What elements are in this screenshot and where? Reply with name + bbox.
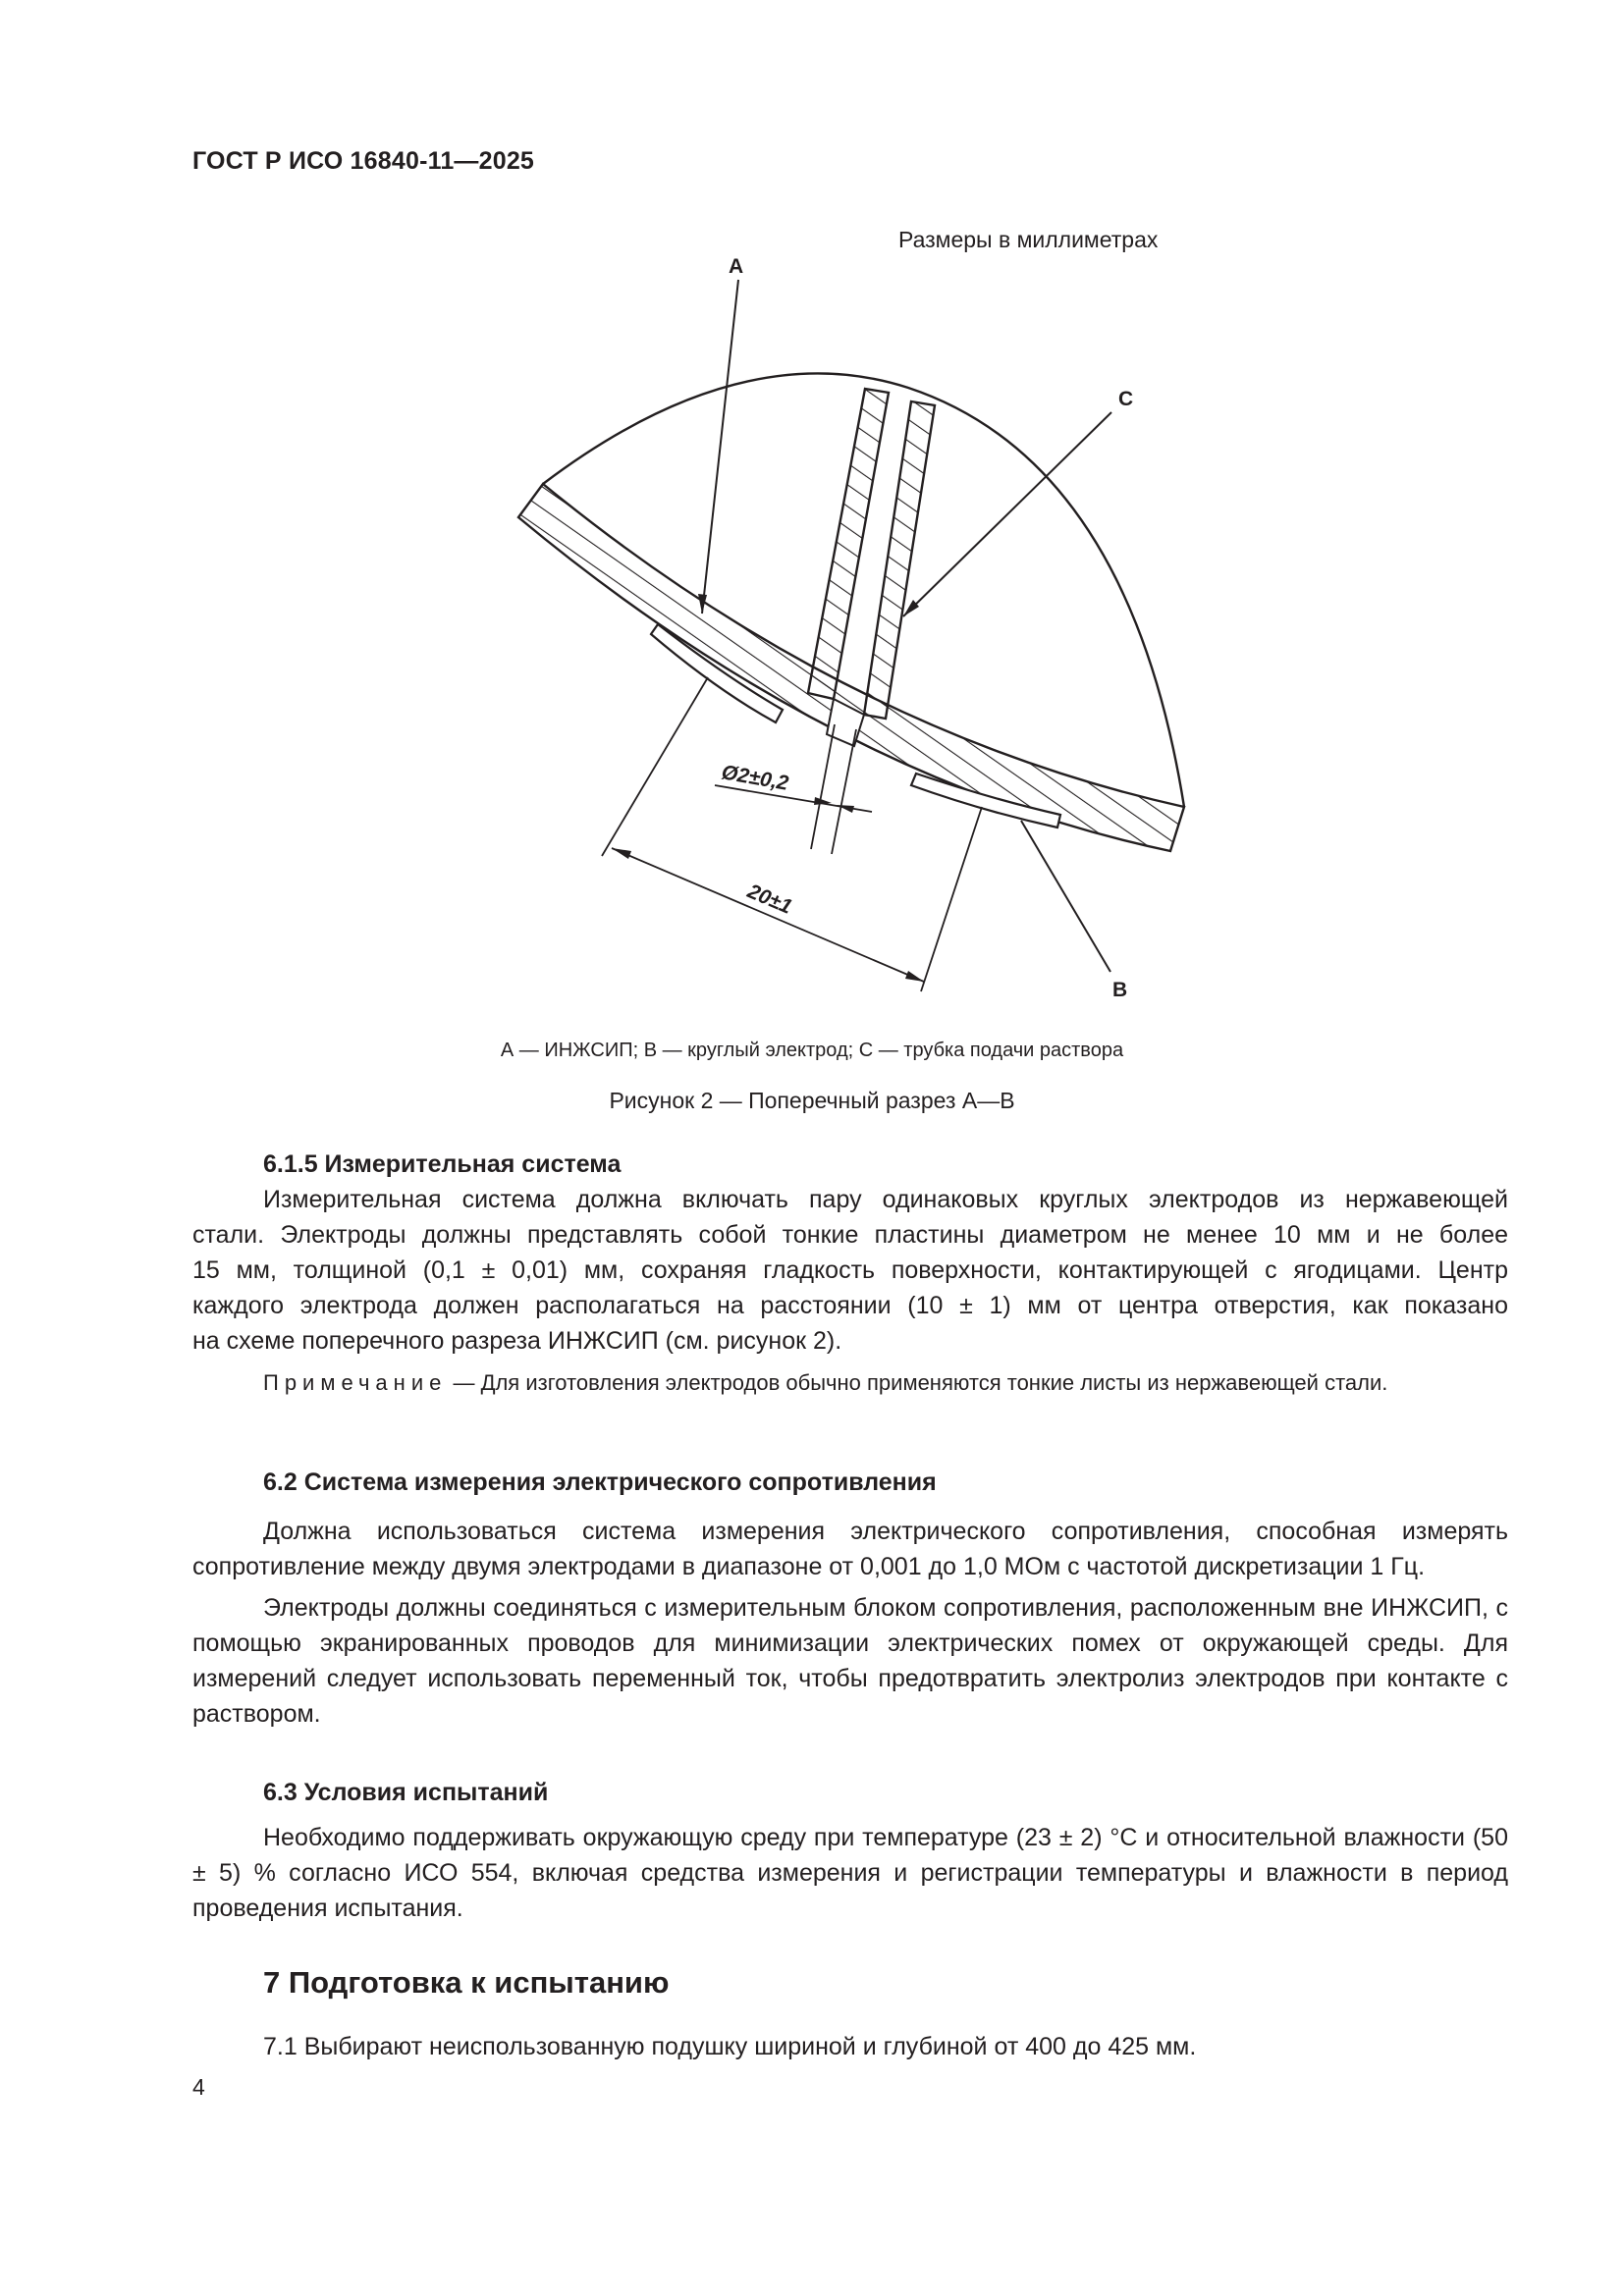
leader-a: [702, 280, 738, 614]
section-6-1-5: [192, 1147, 1508, 1399]
section-6-3: [192, 1775, 1508, 1926]
section-6-2-paragraph-1: Должна использоваться система измерения электрического сопротивления, способная измерять сопротивление между двумя электродами в диапазоне от 0,001 до 1,0 МОм с частотой дискретизации 1 Гц.: [192, 1518, 1508, 1580]
label-b: B: [1112, 979, 1128, 1001]
para-line: Измерительная система должна включать пару одинаковых круглых электродов из нержавеющей: [263, 1186, 1508, 1213]
section-7-1: [192, 2029, 1508, 2064]
section-7-title: 7 Подготовка к испытанию: [263, 1965, 670, 2000]
label-c: C: [1118, 388, 1134, 410]
section-6-2-title: 6.2 Система измерения электрического сопротивления: [263, 1468, 937, 1496]
para-line: на схеме поперечного разреза ИНЖСИП (см. рисунок 2).: [192, 1327, 842, 1355]
figure-legend: А — ИНЖСИП; В — круглый электрод; С — трубка подачи раствора: [500, 1040, 1124, 1061]
document-header: ГОСТ Р ИСО 16840-11—2025: [192, 147, 535, 175]
note-text: — Для изготовления электродов обычно применяются тонкие листы из нержавеющей стали.: [447, 1370, 1388, 1395]
hole-ext-right: [832, 729, 856, 854]
para-line: каждого электрода должен располагаться на расстоянии (10 ± 1) мм от центра отверстия, как показано: [192, 1292, 1508, 1319]
cross-section-figure: [491, 245, 1218, 1021]
para-line: 15 мм, толщиной (0,1 ± 0,01) мм, сохраняя гладкость поверхности, контактирующей с ягодицами. Центр: [192, 1256, 1508, 1284]
dist-ext-left: [602, 677, 708, 856]
note-label: Примечание: [263, 1370, 448, 1395]
hole-ext-left: [811, 724, 835, 849]
dist-dim-label: 20±1: [744, 880, 795, 919]
page-number: 4: [192, 2074, 205, 2100]
section-6-1-5-title: 6.1.5 Измерительная система: [263, 1150, 622, 1178]
section-7-1-paragraph: 7.1 Выбирают неиспользованную подушку шириной и глубиной от 400 до 425 мм.: [263, 2033, 1197, 2060]
dist-ext-right: [921, 807, 982, 991]
leader-c: [903, 412, 1111, 616]
dist-dim-line: [612, 848, 924, 982]
section-6-3-title: 6.3 Условия испытаний: [263, 1779, 549, 1806]
para-line: стали. Электроды должны представлять собой тонкие пластины диаметром не менее 10 мм и не более: [192, 1221, 1508, 1249]
leader-b: [1021, 821, 1110, 972]
section-6-2: [192, 1465, 1508, 1732]
section-6-2-paragraph-2: Электроды должны соединяться с измерительным блоком сопротивления, расположенным вне ИНЖСИП, с помощью экранированных проводов для минимизации электрических помех от окружающей среды. Для измерений следует использовать переменный ток, чтобы предотвратить электролиз электродов при контакте с раствором.: [192, 1594, 1508, 1728]
note: [192, 1367, 1508, 1399]
hole-dim-label: Ø2±0,2: [720, 761, 790, 795]
sizes-note: Размеры в миллиметрах: [898, 227, 1159, 252]
label-a: A: [729, 255, 744, 278]
section-6-3-paragraph: Необходимо поддерживать окружающую среду при температуре (23 ± 2) °С и относительной влажности (50 ± 5) % согласно ИСО 554, включая средства измерения и регистрации температуры и влажности в период проведения испытания.: [192, 1824, 1508, 1922]
figure-caption: Рисунок 2 — Поперечный разрез А—В: [609, 1088, 1015, 1113]
section-6-1-5-paragraph: [192, 1182, 1508, 1359]
